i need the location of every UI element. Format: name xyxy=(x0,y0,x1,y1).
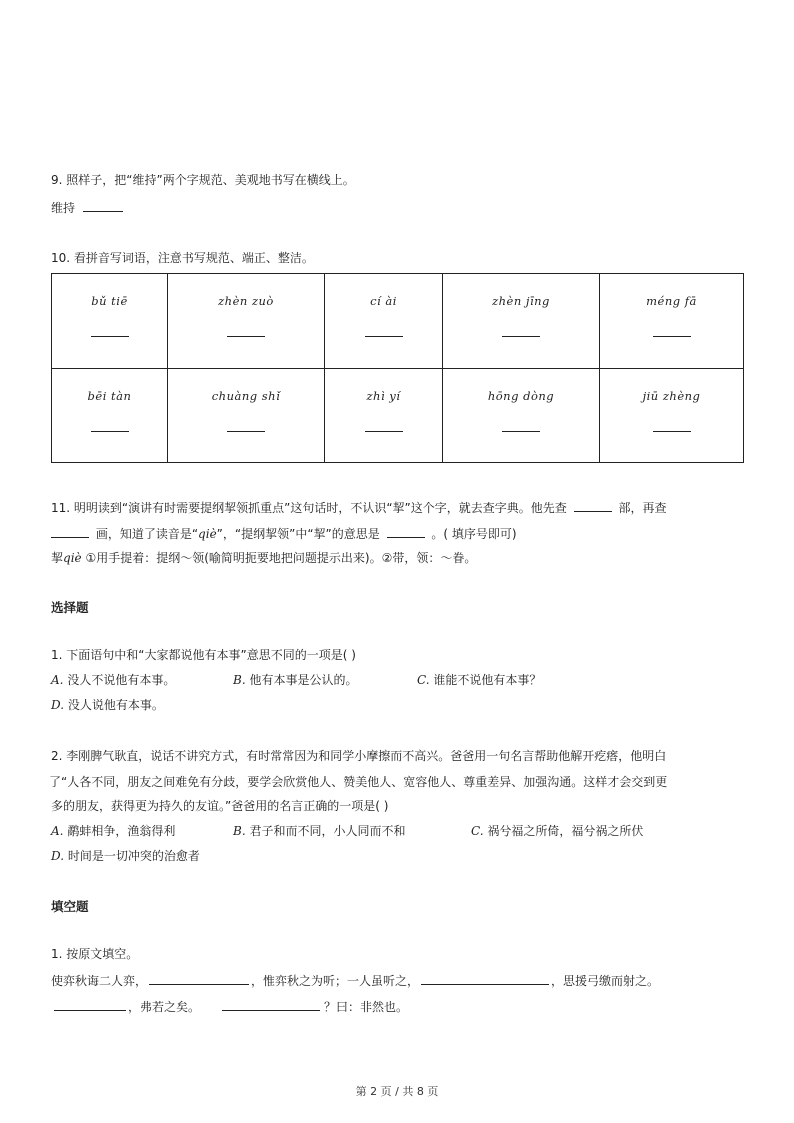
option-letter: B. xyxy=(233,824,246,838)
question-11-text: ”，“提纲挈领”中“挈”的意思是 xyxy=(216,527,380,541)
fill-text: ，弗若之矣。 xyxy=(128,1000,201,1014)
answer-blank[interactable] xyxy=(502,336,540,337)
question-11-text: 。( 填序号即可) xyxy=(431,527,517,541)
pinyin-text: zhèn zuò xyxy=(218,294,274,308)
question-11-text: 部，再查 xyxy=(618,501,667,515)
pinyin-text: bǔ tiē xyxy=(91,294,128,308)
answer-blank[interactable] xyxy=(91,336,129,337)
pinyin-cell xyxy=(443,274,600,369)
answer-blank[interactable] xyxy=(227,431,265,432)
answer-blank[interactable] xyxy=(653,336,691,337)
dictionary-entry xyxy=(51,550,476,566)
pinyin-text: hōng dòng xyxy=(487,388,555,403)
option-letter: B. xyxy=(233,673,246,687)
option-b[interactable] xyxy=(233,672,417,688)
table-row xyxy=(52,274,744,369)
answer-blank[interactable] xyxy=(502,431,540,432)
answer-blank[interactable] xyxy=(91,431,129,432)
entry-definition: ①用手提着：提纲～领(喻简明扼要地把问题提示出来)。②带，领：～眷。 xyxy=(81,551,477,565)
pinyin-text: méng fā xyxy=(646,294,697,308)
stroke-count-blank[interactable] xyxy=(51,525,89,538)
choice-1-options-row xyxy=(51,697,164,713)
entry-character: 挈 xyxy=(51,551,64,565)
fill-blank[interactable] xyxy=(421,972,549,985)
pinyin-text: jiū zhèng xyxy=(642,388,701,403)
table-row xyxy=(52,368,744,463)
question-11-text: 画，知道了读音是“ xyxy=(95,527,199,541)
question-11-line-1 xyxy=(51,499,666,516)
fill-text: ，惟弈秋之为听；一人虽听之， xyxy=(251,974,420,988)
pinyin-cell xyxy=(168,368,325,463)
pinyin-table xyxy=(51,273,744,463)
option-text: 没人说他有本事。 xyxy=(67,698,164,712)
fill-1-line-1 xyxy=(51,972,659,989)
pinyin-text: qiè xyxy=(198,527,217,541)
option-b[interactable] xyxy=(233,823,471,839)
page-number: 第 2 页 / 共 8 页 xyxy=(355,1085,439,1098)
option-text: 没人不说他有本事。 xyxy=(67,673,176,687)
section-title-fill: 填空题 xyxy=(51,899,89,914)
fill-text: ？曰：非然也。 xyxy=(324,1000,409,1014)
answer-blank[interactable] xyxy=(365,431,403,432)
pinyin-cell xyxy=(52,368,168,463)
pinyin-text: zhì yí xyxy=(366,388,401,403)
pinyin-text: bēi tàn xyxy=(87,388,132,403)
option-text: 鹬蚌相争，渔翁得利 xyxy=(67,824,176,838)
option-d[interactable] xyxy=(51,848,200,864)
option-text: 时间是一切冲突的治愈者 xyxy=(67,849,200,863)
answer-blank[interactable] xyxy=(653,431,691,432)
option-a[interactable] xyxy=(51,672,233,688)
pinyin-cell xyxy=(168,274,325,369)
fill-blank[interactable] xyxy=(222,998,320,1011)
question-10-prompt: 10. 看拼音写词语，注意书写规范、端正、整洁。 xyxy=(51,251,314,265)
choice-2-text: 了“人各不同，朋友之间难免有分歧，要学会欣赏他人、赞美他人、宽容他人、尊重差异、加强沟通。这样才会交到更 xyxy=(49,775,668,789)
question-11-text: 11. 明明读到“演讲有时需要提纲挈领抓重点”这句话时，不认识“挈”这个字，就去查字典。他先查 xyxy=(51,501,567,515)
question-9-answer-line xyxy=(51,199,123,216)
pinyin-cell xyxy=(325,368,443,463)
option-text: 祸兮福之所倚，福兮祸之所伏 xyxy=(487,824,644,838)
option-c[interactable] xyxy=(471,823,643,839)
pinyin-cell xyxy=(600,274,744,369)
sample-word: 维持 xyxy=(51,201,76,215)
pinyin-text: zhèn jīng xyxy=(492,294,550,308)
pinyin-text: cí ài xyxy=(370,294,397,308)
fill-1-prompt: 1. 按原文填空。 xyxy=(51,947,139,961)
question-9-prompt: 9. 照样子，把“维持”两个字规范、美观地书写在横线上。 xyxy=(51,173,355,187)
section-title-choice: 选择题 xyxy=(51,600,89,615)
answer-blank[interactable] xyxy=(365,336,403,337)
meaning-blank[interactable] xyxy=(387,525,425,538)
fill-text: ，思援弓缴而射之。 xyxy=(551,974,660,988)
fill-text: 使弈秋诲二人弈， xyxy=(51,974,148,988)
pinyin-text: chuàng shǐ xyxy=(211,388,281,403)
option-letter: D. xyxy=(51,698,65,712)
pinyin-cell xyxy=(52,274,168,369)
option-letter: A. xyxy=(51,824,64,838)
fill-blank[interactable] xyxy=(54,998,126,1011)
option-letter: C. xyxy=(471,824,484,838)
answer-blank[interactable] xyxy=(227,336,265,337)
pinyin-text: qiè xyxy=(63,551,82,565)
fill-1-line-2 xyxy=(54,998,408,1015)
option-letter: D. xyxy=(51,849,65,863)
option-text: 他有本事是公认的。 xyxy=(249,673,358,687)
choice-2-options-row xyxy=(51,848,200,864)
choice-2-options-row xyxy=(51,823,643,839)
option-text: 君子和而不同，小人同而不和 xyxy=(249,824,406,838)
pinyin-cell xyxy=(443,368,600,463)
pinyin-cell xyxy=(600,368,744,463)
pinyin-cell xyxy=(325,274,443,369)
question-11-line-2 xyxy=(51,525,517,542)
option-letter: C. xyxy=(417,673,430,687)
option-c[interactable] xyxy=(417,672,541,688)
fill-blank[interactable] xyxy=(149,972,249,985)
option-a[interactable] xyxy=(51,823,233,839)
option-d[interactable] xyxy=(51,697,164,713)
answer-blank[interactable] xyxy=(83,199,123,212)
choice-2-text: 多的朋友，获得更为持久的友谊。”爸爸用的名言正确的一项是( ) xyxy=(51,799,389,813)
option-text: 谁能不说他有本事？ xyxy=(433,673,542,687)
radical-blank[interactable] xyxy=(574,499,612,512)
choice-1-options-row xyxy=(51,672,541,688)
option-letter: A. xyxy=(51,673,64,687)
choice-2-text: 2. 李刚脾气耿直，说话不讲究方式，有时常常因为和同学小摩擦而不高兴。爸爸用一句名言帮助他解开疙瘩，他明白 xyxy=(51,749,667,763)
choice-1-prompt: 1. 下面语句中和“大家都说他有本事”意思不同的一项是( ) xyxy=(51,648,356,662)
